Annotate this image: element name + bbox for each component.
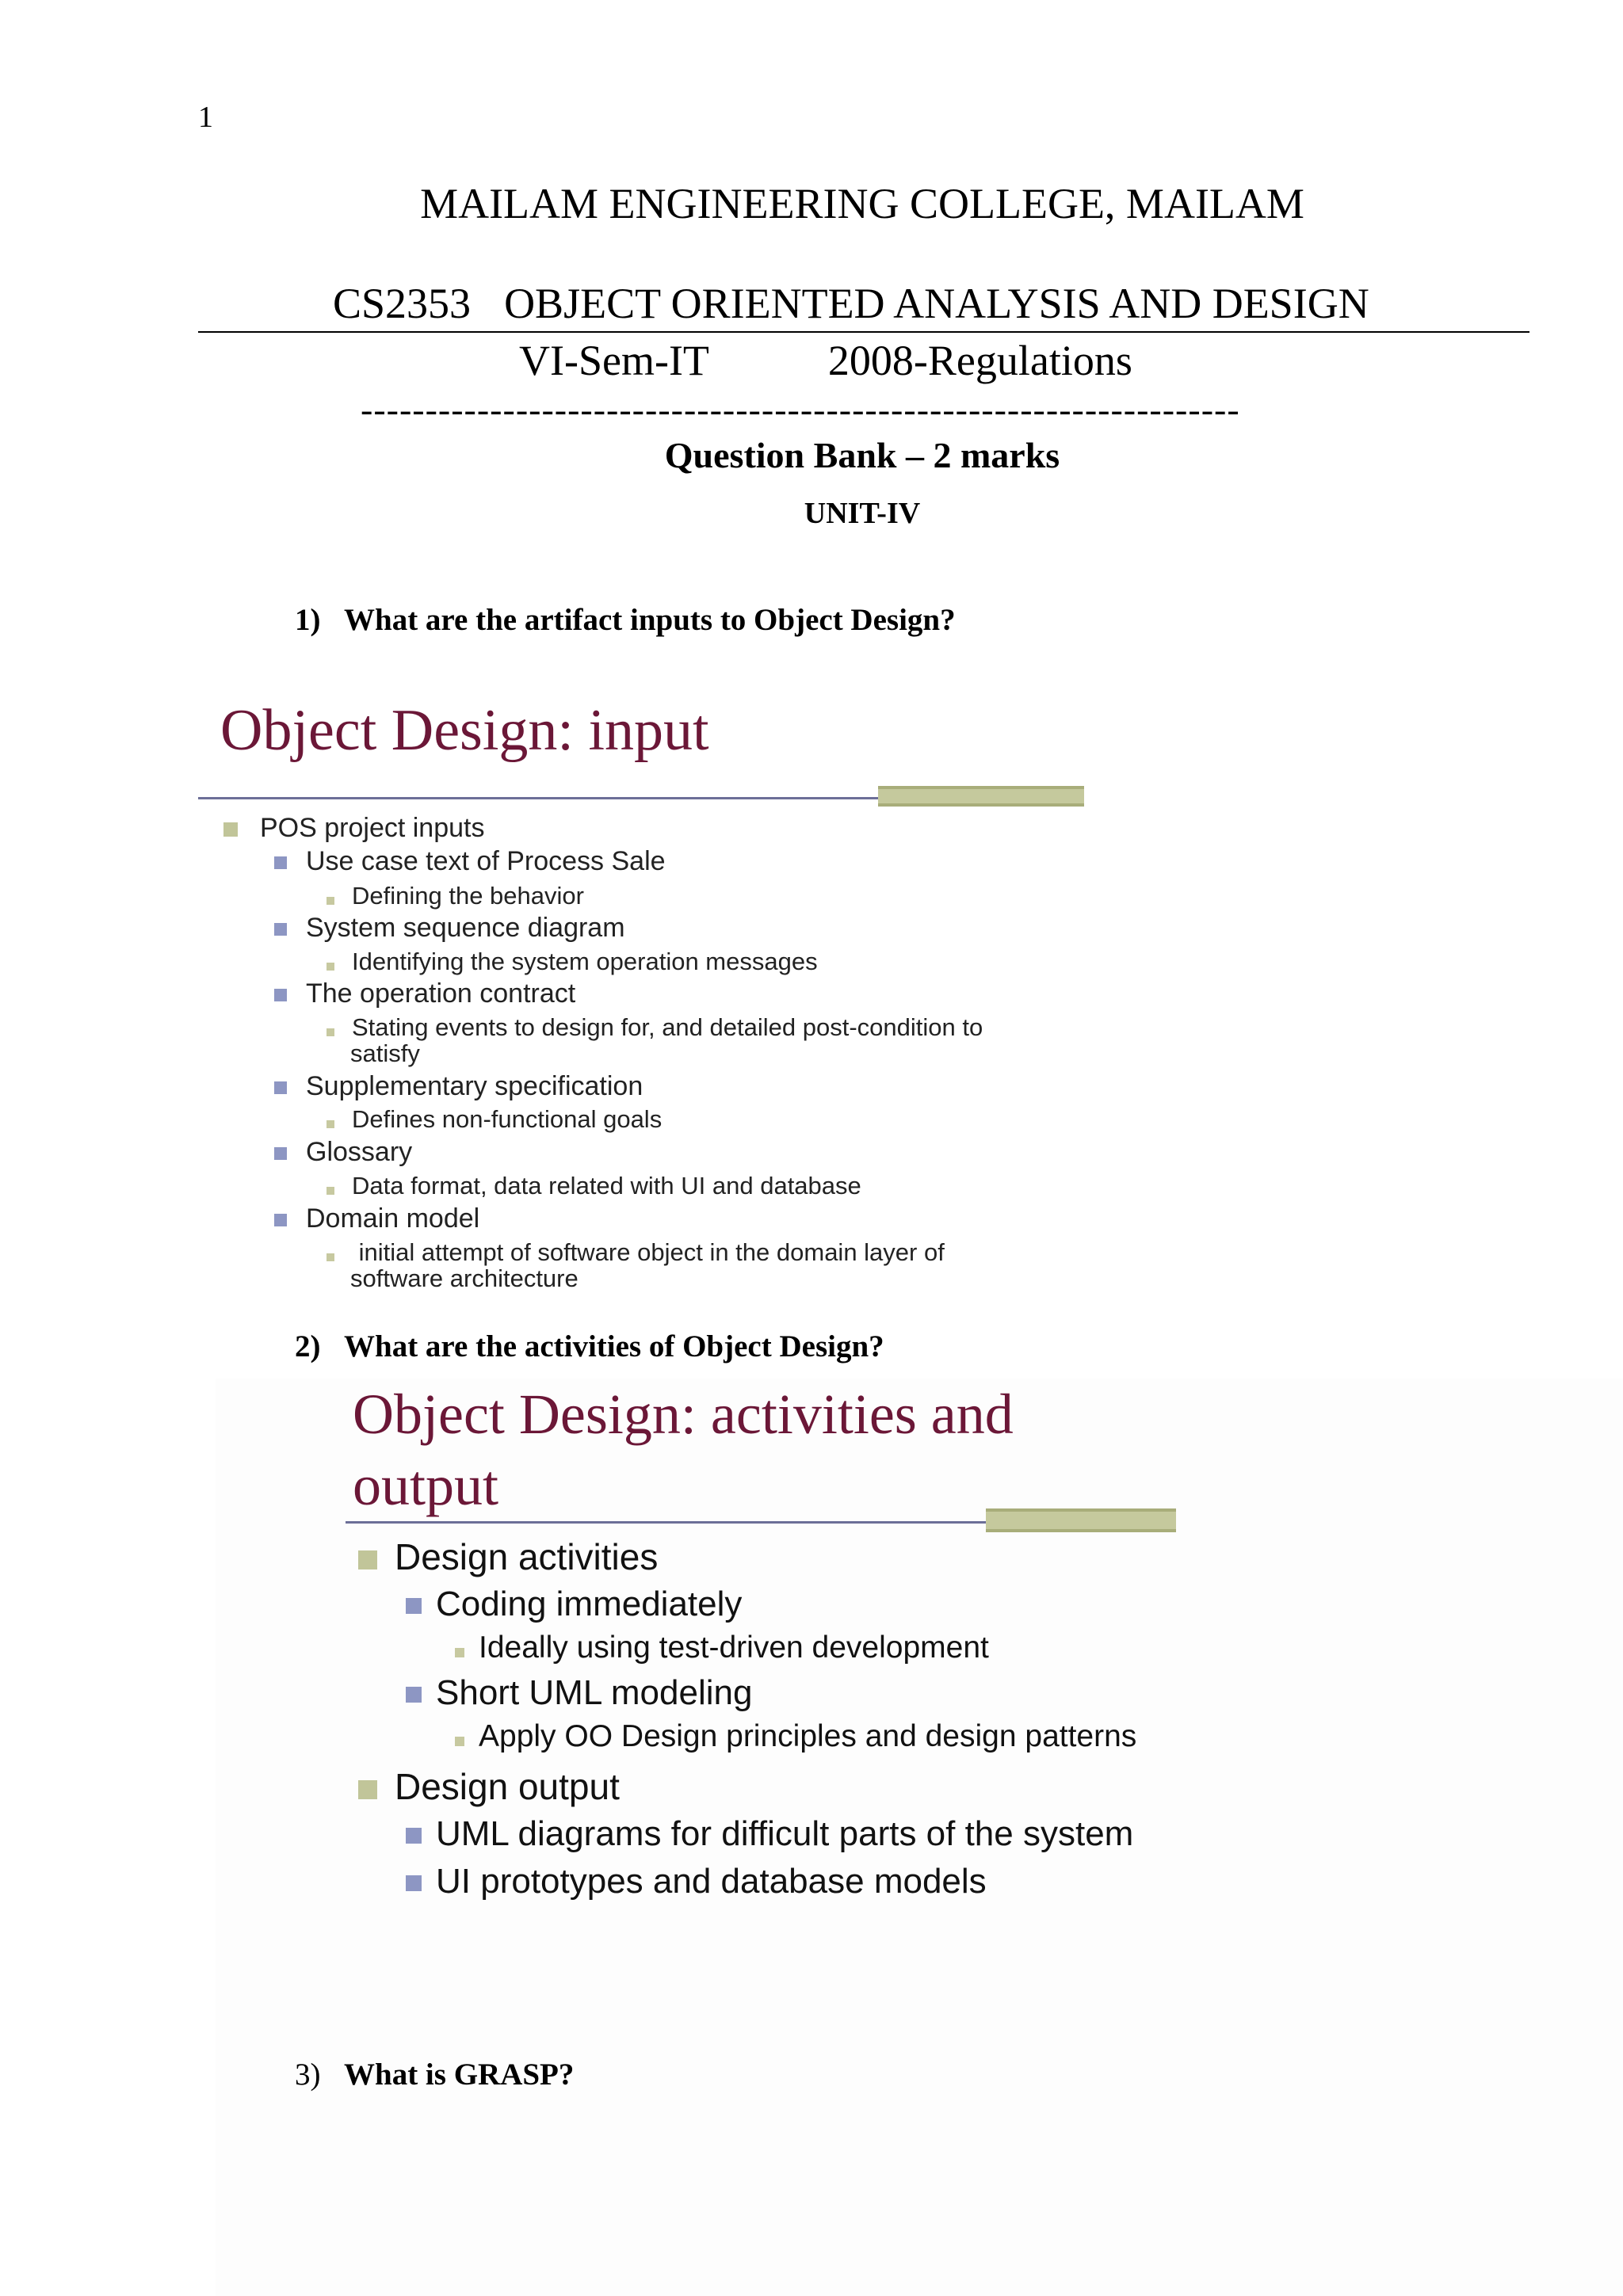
square-bullet-icon <box>358 1780 377 1799</box>
square-bullet-icon <box>274 923 287 936</box>
slide1-bullet: POS project inputs <box>223 814 484 841</box>
square-bullet-icon <box>274 1147 287 1160</box>
slide2-bullet: Coding immediately <box>406 1585 742 1624</box>
slide1-bullet: Defines non-functional goals <box>327 1106 662 1133</box>
square-bullet-icon <box>327 1120 334 1128</box>
slide1-accent-bar <box>878 786 1084 807</box>
square-bullet-icon <box>406 1598 422 1614</box>
square-bullet-icon <box>274 1214 287 1226</box>
slide1-bullet: Stating events to design for, and detailed post-condition to <box>327 1014 983 1041</box>
slide1-bullet: System sequence diagram <box>274 914 625 941</box>
square-bullet-icon <box>455 1648 464 1657</box>
square-bullet-icon <box>406 1687 422 1703</box>
slide1-bullet: Glossary <box>274 1138 412 1165</box>
semester: VI-Sem-IT <box>519 337 709 384</box>
semester-row <box>519 336 1132 385</box>
question-text: What is GRASP? <box>344 2058 575 2092</box>
slide1-title: Object Design: input <box>220 698 709 763</box>
square-bullet-icon <box>406 1828 422 1844</box>
question-2 <box>295 1329 884 1364</box>
square-bullet-icon <box>327 897 334 905</box>
slide1-bullet: Defining the behavior <box>327 883 584 910</box>
dash-separator: -------------------------------------------------------------------- <box>361 389 1240 429</box>
question-text: What are the artifact inputs to Object Design? <box>344 603 956 637</box>
question-bank-title: Question Bank – 2 marks <box>664 435 1060 475</box>
slide2-bullet: Ideally using test-driven development <box>455 1630 989 1665</box>
slide2-bullet: UML diagrams for difficult parts of the system <box>406 1814 1133 1854</box>
slide1-bullet: Data format, data related with UI and database <box>327 1173 861 1199</box>
course-title: OBJECT ORIENTED ANALYSIS AND DESIGN <box>504 280 1369 327</box>
question-3 <box>295 2057 574 2092</box>
slide1-bullet-continuation: satisfy <box>350 1039 420 1067</box>
slide2-bullet: Design activities <box>358 1535 658 1578</box>
course-heading <box>333 279 1369 328</box>
slide2-accent-bar <box>986 1508 1176 1532</box>
slide2-bullet: Short UML modeling <box>406 1673 752 1713</box>
slide2-bullet: Apply OO Design principles and design patterns <box>455 1719 1136 1754</box>
slide2-title-line2: output <box>353 1454 499 1517</box>
unit-heading: UNIT-IV <box>804 497 921 530</box>
slide2-bullet: Design output <box>358 1765 620 1808</box>
square-bullet-icon <box>327 1028 334 1036</box>
square-bullet-icon <box>358 1550 377 1569</box>
square-bullet-icon <box>327 1253 334 1261</box>
slide1-bullet: Supplementary specification <box>274 1073 643 1100</box>
college-name: MAILAM ENGINEERING COLLEGE, MAILAM <box>420 180 1304 227</box>
slide1-bullet: Identifying the system operation messages <box>327 948 818 975</box>
slide1-bullet: The operation contract <box>274 980 575 1007</box>
square-bullet-icon <box>274 989 287 1001</box>
square-bullet-icon <box>327 1187 334 1195</box>
square-bullet-icon <box>274 856 287 869</box>
slide2-title-line1: Object Design: activities and <box>353 1383 1014 1446</box>
question-number: 2) <box>295 1329 321 1363</box>
square-bullet-icon <box>327 963 334 971</box>
square-bullet-icon <box>223 822 238 837</box>
page-number: 1 <box>198 101 213 134</box>
course-code: CS2353 <box>333 280 472 327</box>
question-number: 3) <box>295 2058 321 2092</box>
slide1-bullet: Domain model <box>274 1205 479 1232</box>
header-divider <box>198 331 1529 333</box>
slide1-bullet: initial attempt of software object in the domain layer of <box>327 1239 945 1266</box>
square-bullet-icon <box>406 1875 422 1891</box>
slide1-bullet: Use case text of Process Sale <box>274 848 666 875</box>
square-bullet-icon <box>455 1737 464 1746</box>
regulations: 2008-Regulations <box>827 337 1132 384</box>
square-bullet-icon <box>274 1081 287 1094</box>
slide2-bullet: UI prototypes and database models <box>406 1862 987 1901</box>
question-1 <box>295 602 956 638</box>
slide1-bullet-continuation: software architecture <box>350 1264 579 1292</box>
question-number: 1) <box>295 603 321 637</box>
question-text: What are the activities of Object Design? <box>344 1329 884 1363</box>
